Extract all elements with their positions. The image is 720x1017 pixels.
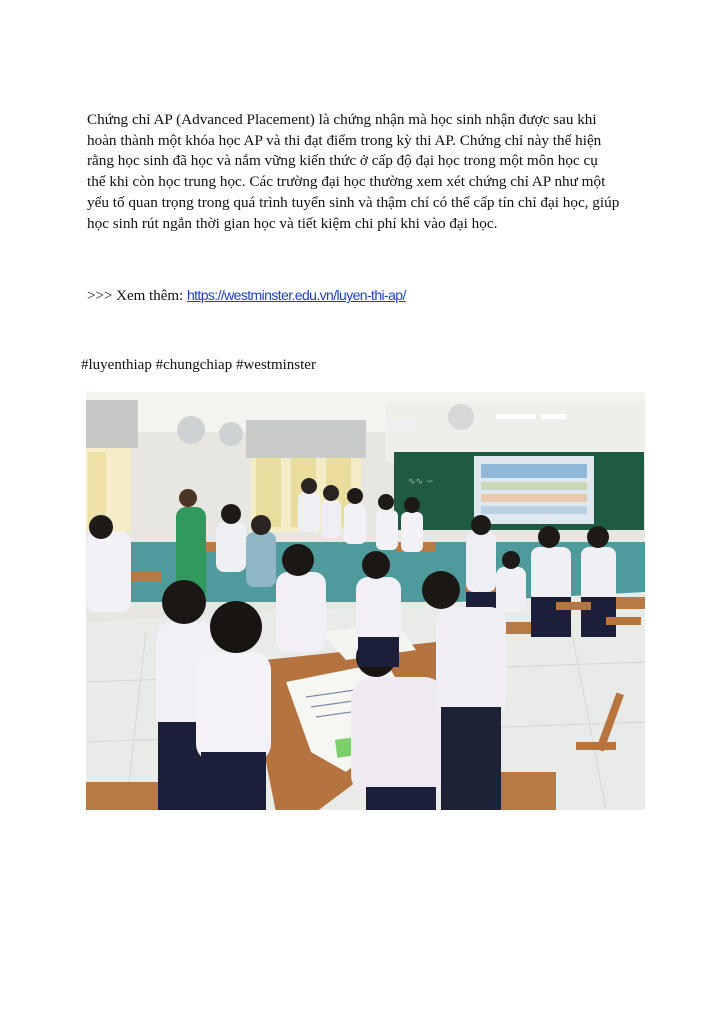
paragraph-line: học sinh rút ngắn thời gian học và tiết kiệm chi phí khi vào đại học. — [87, 214, 498, 232]
paragraph-line: rằng học sinh đã học và nắm vững kiến thức ở cấp độ đại học trong một môn học cụ — [87, 152, 598, 170]
paragraph-line: hoàn thành một khóa học AP và thi đạt điểm trong kỳ thi AP. Chứng chỉ này thể hiện — [87, 131, 602, 149]
see-more-link[interactable]: https://westminster.edu.vn/luyen-thi-ap/ — [186, 287, 406, 303]
hashtags: #luyenthiap #chungchiap #westminster — [81, 357, 316, 373]
see-more-line — [87, 287, 406, 305]
paragraph-line: yếu tố quan trọng trong quá trình tuyển sinh và thậm chí có thể cấp tín chỉ đại học, giúp — [87, 193, 620, 211]
body-paragraph — [87, 110, 647, 234]
paragraph-line: thể khi còn học trung học. Các trường đại học thường xem xét chứng chỉ AP như một — [87, 173, 606, 191]
svg-text:∿∿ ∽: ∿∿ ∽ — [408, 477, 434, 487]
classroom-photo — [86, 392, 645, 810]
see-more-prefix: >>> Xem thêm: — [87, 288, 187, 304]
paragraph-line: Chứng chỉ AP (Advanced Placement) là chứng nhận mà học sinh nhận được sau khi — [87, 111, 597, 128]
